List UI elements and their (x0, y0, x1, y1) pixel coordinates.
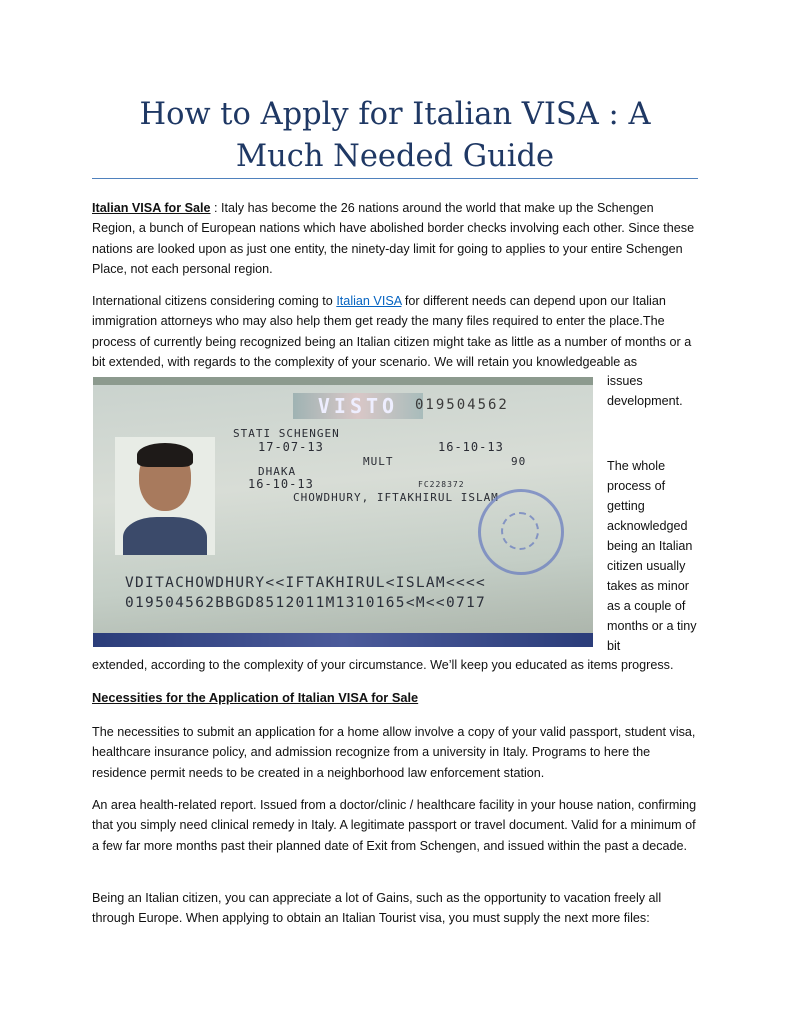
passport-photo (115, 437, 215, 555)
citizens-paragraph (92, 291, 698, 373)
citizens-text-before: International citizens considering coming to (92, 294, 337, 308)
visa-entries: MULT (363, 455, 394, 468)
side-text-block (607, 456, 699, 656)
visa-top-band (93, 377, 593, 385)
visa-days: 90 (511, 455, 527, 468)
visa-stati-line: STATI SCHENGEN (233, 427, 340, 440)
title-divider (92, 178, 698, 179)
side-line-1: issues (607, 374, 643, 388)
italian-visa-link[interactable]: Italian VISA (336, 294, 402, 308)
health-report-paragraph: An area health-related report. Issued from a doctor/clinic / healthcare facility in your house nation, confirming that you simply need clinical remedy in Italy. A legitimate passport or travel document. Valid for a minimum of a few far more months past their planned date of Exit from Schengen, and issued within the past a decade. (92, 798, 697, 853)
intro-paragraph (92, 198, 698, 280)
visa-date-to: 16-10-13 (438, 440, 504, 454)
visa-holder-name: CHOWDHURY, IFTAKHIRUL ISLAM (293, 491, 499, 504)
citizens-paragraph-end: extended, according to the complexity of your circumstance. We’ll keep you educated as items progress. (92, 658, 674, 672)
page-title: How to Apply for Italian VISA : A Much Needed Guide (139, 97, 651, 174)
visa-issue-date: 16-10-13 (248, 477, 314, 491)
visa-date-from: 17-07-13 (258, 440, 324, 454)
citizens-text-after: for different needs can depend upon our Italian immigration attorneys who may also help them get ready the many files required to enter the place.The process of currently being recognized being an Italian citizen might take as little as a number of months or a bit extended, with regards to the complexity of your scenario. We will retain you knowledgeable as (92, 294, 692, 370)
visa-bottom-strip (93, 633, 593, 647)
intro-text: : Italy has become the 26 nations around the world that make up the Schengen Region, a bunch of European nations which have abolished border checks involving each other. Since these nations are looked upon as just one entity, the ninety-day limit for going to applies to your entire Schengen Place, not each personal region. (92, 201, 695, 277)
side-line-2: development. (607, 394, 683, 408)
section-heading: Necessities for the Application of Italian VISA for Sale (92, 690, 419, 705)
visto-header: VISTO (293, 393, 423, 419)
visa-serial-number: 019504562 (415, 397, 509, 413)
mrz-line-1: VDITACHOWDHURY<<IFTAKHIRUL<ISLAM<<<< (125, 575, 487, 591)
requirements-paragraph: The necessities to submit an application for a home allow involve a copy of your valid passport, student visa, healthcare insurance policy, and admission recognize from a university in Italy. Programs to here the residence permit needs to be created in a neighborhood law enforcement station. (92, 725, 696, 780)
consulate-stamp (478, 489, 564, 575)
benefits-paragraph: Being an Italian citizen, you can appreciate a lot of Gains, such as the opportunity to vacation freely all through Europe. When applying to obtain an Italian Tourist visa, you must supply the next more files: (92, 891, 662, 926)
side-text-top (607, 371, 707, 411)
visa-ref: FC228372 (418, 480, 465, 489)
side-block: The whole process of getting acknowledged being an Italian citizen usually takes as minor as a couple of months or a tiny bit (607, 459, 697, 653)
intro-lead: Italian VISA for Sale (92, 201, 211, 215)
visa-place: DHAKA (258, 465, 297, 478)
mrz-line-2: 019504562BBGD8512011M1310165<M<<0717 (125, 595, 487, 611)
visa-sticker-image (93, 377, 593, 647)
